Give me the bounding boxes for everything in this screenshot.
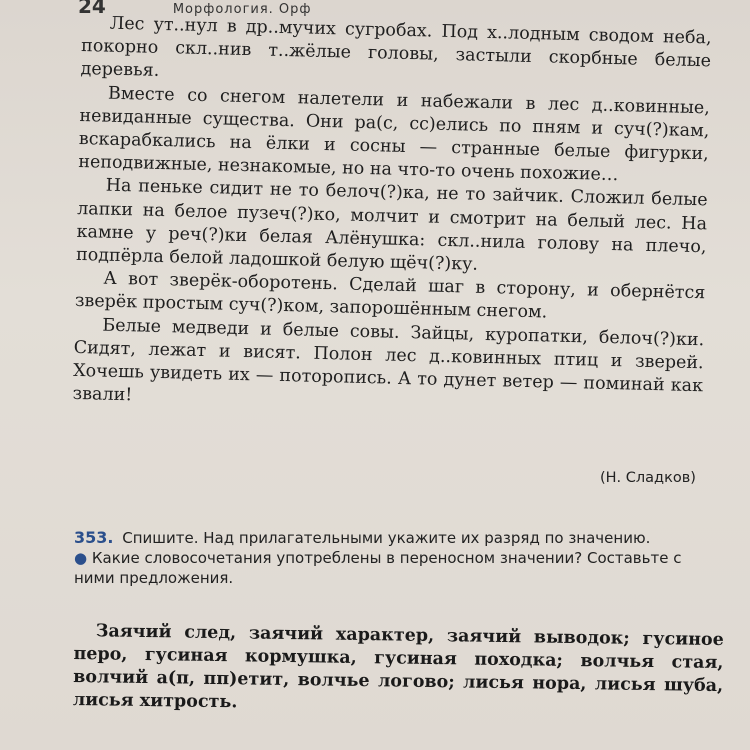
story-paragraph-4: А вот зверёк-оборотень. Сделай шаг в сторону, и обернётся зверёк простым суч(?)ком, запорошённым снегом.	[74, 268, 706, 323]
story-paragraph-1: Лес ут..нул в др..мучих сугробах. Под х..лодным сводом неба, покорно скл..нив т..жёлые головы, застыли скорбные белые деревья.	[80, 13, 712, 82]
exercise-number: 353.	[74, 528, 114, 547]
phrases-text	[73, 620, 724, 721]
story-paragraph-3: На пеньке сидит не то белоч(?)ка, не то зайчик. Сложил белые лапки на белое пузеч(?)ко, молчит и смотрит на белый лес. На камне у реч(?)ки белая Алёнушка: скл..нила голову на плечо, подпёрла белой ладошкой белую щёч(?)ку.	[75, 176, 708, 275]
phrases-paragraph: Заячий след, заячий характер, заячий выводок; гусиное перо, гусиная кормушка, гусиная походка; волчья стая, волчий а(п, пп)етит, волчье логово; лисья нора, лисья шуба, лисья хитрость.	[72, 621, 724, 713]
exercise-task: Спишите. Над прилагательными укажите их разряд по значению.	[122, 529, 651, 547]
bullet-icon: ●	[74, 549, 88, 567]
story-paragraph-5: Белые медведи и белые совы. Зайцы, куропатки, белоч(?)ки. Сидят, лежат и висят. Полон лес д..ковинных птиц и зверей. Хочешь увидеть их — поторопись. А то дунет ветер — поминай как звали!	[72, 315, 705, 406]
story-text	[72, 12, 711, 422]
page-number: 24	[78, 0, 106, 18]
exercise-question: Какие словосочетания употреблены в переносном значении? Составьте с ними предложения.	[74, 549, 682, 587]
running-title: Морфология. Орф	[172, 2, 312, 17]
exercise-block	[74, 528, 724, 588]
story-author: (Н. Сладков)	[600, 470, 696, 486]
story-paragraph-2: Вместе со снегом налетели и набежали в лес д..ковинные, невиданные существа. Они ра(с, сс)елись по пням и суч(?)кам, вскарабкались на ёлки и сосны — странные белые фигурки, неподвижные, незнакомые, но на что-то очень похожие…	[78, 83, 711, 186]
